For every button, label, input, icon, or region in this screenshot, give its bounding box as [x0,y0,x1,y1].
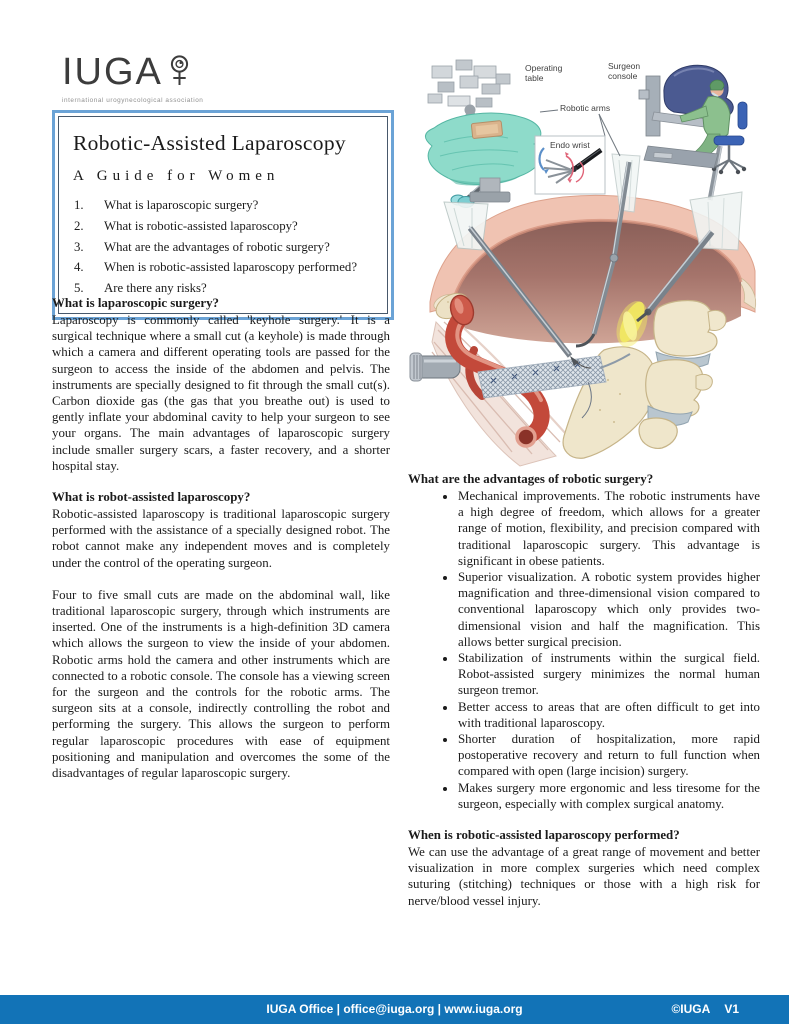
list-item: • Stabilization of instruments within the surgical field. Robot-assisted surgery minimizes the normal human surgeon tremor. [457,650,760,699]
endo-wrist-inset [535,110,620,194]
label-operating-table: Operating table [525,63,563,84]
page-title: Robotic-Assisted Laparoscopy [73,131,346,155]
female-symbol-icon [166,54,193,95]
label-endo-wrist: Endo wrist [550,140,590,150]
list-item: • Mechanical improvements. The robotic instruments have a high degree of freedom, which allows for a greater range of motion, flexibility, and precision compared with traditional laparoscopic surgery. This advantage is significant in obese patients. [457,488,760,569]
toc-item: 2. What is robotic-assisted laparoscopy? [74,218,298,233]
toc-item: 3. What are the advantages of robotic surgery? [74,239,330,254]
logo-text: IUGA [62,51,163,93]
iuga-logo [62,51,204,104]
section-robot-assisted [52,490,390,781]
list-item: • Better access to areas that are often difficult to get into with traditional laparoscopy. [457,699,760,731]
footer-contact: IUGA Office | office@iuga.org | www.iuga.org [266,1002,523,1016]
list-item: • Makes surgery more ergonomic and less tiresome for the surgeon, especially with complex surgical anatomy. [457,780,760,812]
operating-table [425,113,541,202]
section-heading: When is robotic-assisted laparoscopy performed? [408,828,680,843]
section-heading: What is robot-assisted laparoscopy? [52,490,251,505]
section-heading: What are the advantages of robotic surgery? [408,472,654,486]
section-when-performed [408,828,760,909]
footer-version: ©IUGA V1 [671,1002,739,1016]
toc-item: 1. What is laparoscopic surgery? [74,198,259,212]
title-box [52,110,394,320]
label-robotic-arms: Robotic arms [560,103,611,113]
section-heading: What is laparoscopic surgery? [52,296,219,310]
label-surgeon-console: Surgeon console [608,61,641,82]
logo-tagline: international urogynecological association [62,97,204,104]
section-body: Laparoscopy is commonly called 'keyhole surgery.' It is a surgical technique where a small cut (a keyhole) is made through which a camera and different operating tools are passed for the surgeon to access the inside of the abdomen and pelvis. The instruments are specially designed to fit through the small cut(s). Carbon dioxide gas (the gas that you breathe out) is used to gently inflate your abdominal cavity to help your surgeon to see your organs. The main advantages of laparoscopic surgery include smaller surgery scars, a faster recovery, and a shorter hospital stay. [52,313,390,473]
section-body: Four to five small cuts are made on the abdominal wall, like traditional laparoscopic surgery, through which instruments are inserted. One of the instruments is a high-definition 3D camera which allows the surgeon to view the inside of your abdomen. Robotic arms hold the camera and other instruments which are connected to a robotic console. The console has a viewing screen for the surgeon and the controls for the robotic arms. The surgeon sits at a console, indirectly controlling the robot and performing the surgery. This allows the surgeon to perform regular laparoscopic procedures with ease of equipment positioning and manipulation and overcomes the some of the disadvantages of regular laparoscopic surgery. [52,587,390,781]
list-item: • Shorter duration of hospitalization, more rapid postoperative recovery and return to full function when compared with open (large incision) surgery. [457,731,760,780]
toc-item: 5. Are there any risks? [74,281,207,296]
toc-item: 4. When is robotic-assisted laparoscopy performed? [74,260,358,275]
page-subtitle: A Guide for Women [73,168,280,184]
list-item: • Superior visualization. A robotic system provides higher magnification and three-dimensional vision compared to conventional laparoscopy which only provides two-dimensional vision and half the magnification. This allows better surgical precision. [457,569,760,650]
robotic-surgery-illustration [408,50,765,468]
right-column [408,472,760,925]
advantages-list [408,488,760,812]
left-column [52,296,390,797]
section-advantages [408,472,760,812]
section-laparoscopic-surgery [52,296,390,474]
section-body: We can use the advantage of a great range of movement and better visualization in more complex surgeries which need complex suturing (stitching) techniques or those with a high risk for nerve/blood vessel injury. [408,845,760,908]
footer-bar [0,995,789,1024]
table-of-contents [71,195,375,299]
section-body: Robotic-assisted laparoscopy is traditional laparoscopic surgery performed with the assistance of a specially designed robot. The robot cannot make any independent moves and is completely under the control of the operating surgeon. [52,507,390,570]
surgeon-console-scene [639,65,747,174]
